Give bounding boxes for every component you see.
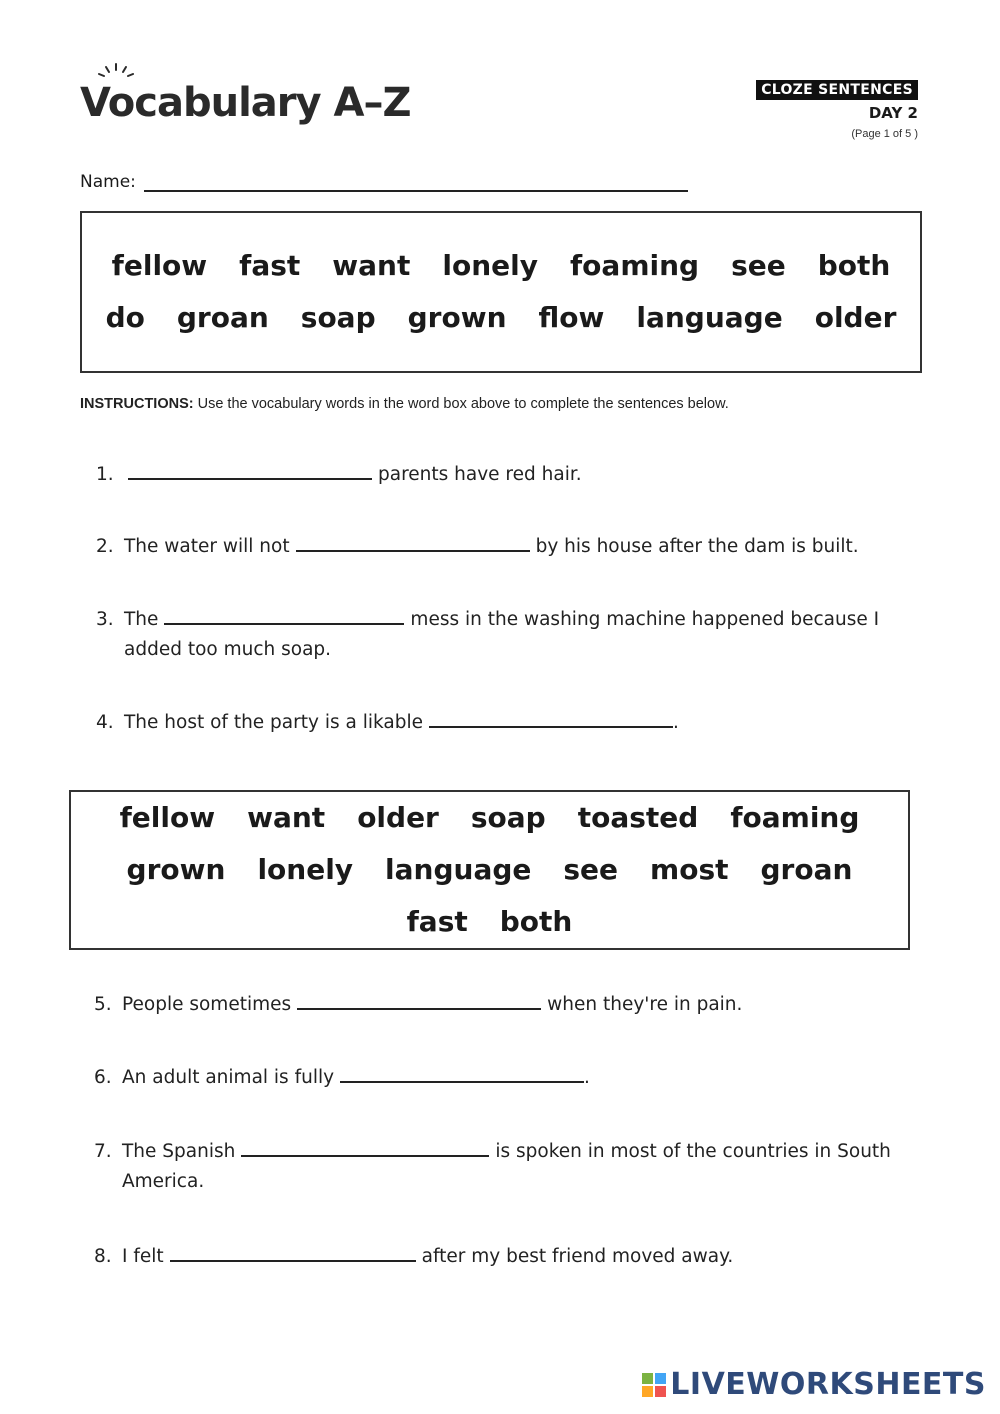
- vocab-word: older: [814, 301, 897, 334]
- question-number: 5.: [94, 994, 112, 1015]
- blank-5[interactable]: [297, 990, 541, 1010]
- blank-2[interactable]: [296, 532, 530, 552]
- blank-1[interactable]: [128, 460, 372, 480]
- blank-3[interactable]: [164, 605, 404, 625]
- vocab-word: fellow: [119, 801, 216, 834]
- vocab-word: language: [636, 301, 783, 334]
- vocab-word: groan: [176, 301, 269, 334]
- question-number: 8.: [94, 1246, 112, 1267]
- instructions: [80, 396, 729, 412]
- vocab-word: fast: [406, 905, 468, 938]
- vocab-word: want: [247, 801, 326, 834]
- vocab-word: both: [817, 249, 891, 282]
- question-number: 3.: [96, 609, 114, 630]
- sun-rays-icon: [96, 62, 136, 82]
- word-box-1: [80, 211, 922, 373]
- question-text-after: is spoken in most of the countries in South America.: [122, 1141, 891, 1192]
- vocab-word: fast: [239, 249, 301, 282]
- question-text-after: after my best friend moved away.: [421, 1246, 734, 1267]
- vocab-word: grown: [407, 301, 507, 334]
- question-number: 7.: [94, 1141, 112, 1162]
- logo-vocabulary-az: Vocabulary A–Z: [80, 80, 411, 126]
- question-text-after: by his house after the dam is built.: [535, 536, 859, 557]
- question-3: [96, 605, 906, 665]
- question-number: 2.: [96, 536, 114, 557]
- question-text-before: The water will not: [124, 536, 290, 557]
- logo-square-orange: [642, 1386, 653, 1397]
- vocab-word: foaming: [570, 249, 700, 282]
- blank-6[interactable]: [340, 1063, 584, 1083]
- question-text-before: The host of the party is a likable: [124, 712, 423, 733]
- vocab-word: flow: [538, 301, 605, 334]
- name-field[interactable]: [144, 172, 688, 192]
- liveworksheets-logo-icon: [642, 1373, 666, 1397]
- vocab-word: see: [731, 249, 786, 282]
- page-indicator: (Page 1 of 5 ): [851, 128, 918, 140]
- question-7: [94, 1137, 919, 1197]
- question-5: [94, 990, 914, 1020]
- logo-square-red: [655, 1386, 666, 1397]
- header-badge-group: [756, 80, 918, 140]
- instructions-text: Use the vocabulary words in the word box above to complete the sentences below.: [193, 396, 729, 412]
- vocab-word: want: [332, 249, 411, 282]
- logo-square-green: [642, 1373, 653, 1384]
- logo-square-blue: [655, 1373, 666, 1384]
- vocab-word: soap: [300, 301, 376, 334]
- vocab-word: most: [650, 853, 729, 886]
- vocab-word: both: [499, 905, 573, 938]
- name-row: [80, 172, 688, 192]
- vocab-word: see: [563, 853, 619, 886]
- question-text-before: The: [124, 609, 159, 630]
- name-label: Name:: [80, 172, 136, 192]
- question-text-after: .: [672, 712, 679, 733]
- instructions-label: INSTRUCTIONS:: [80, 396, 194, 412]
- vocab-word: older: [357, 801, 439, 834]
- question-text-after: parents have red hair.: [378, 464, 582, 485]
- cloze-sentences-badge: CLOZE SENTENCES: [756, 80, 918, 100]
- question-1: [96, 460, 916, 490]
- question-8: [94, 1242, 914, 1272]
- question-text-before: People sometimes: [122, 994, 292, 1015]
- word-box-2: [69, 790, 910, 950]
- question-text-before: An adult animal is fully: [122, 1067, 335, 1088]
- question-number: 4.: [96, 712, 114, 733]
- question-number: 1.: [96, 464, 114, 485]
- vocab-word: language: [385, 853, 532, 886]
- question-4: [96, 708, 916, 738]
- blank-7[interactable]: [241, 1137, 489, 1157]
- question-text-after: mess in the washing machine happened because I added too much soap.: [124, 609, 880, 660]
- question-text-before: The Spanish: [122, 1141, 236, 1162]
- vocab-word: do: [105, 301, 145, 334]
- question-number: 6.: [94, 1067, 112, 1088]
- blank-8[interactable]: [170, 1242, 416, 1262]
- day-label: DAY 2: [868, 104, 918, 122]
- watermark-text: LIVEWORKSHEETS: [670, 1367, 986, 1402]
- vocab-word: toasted: [577, 801, 699, 834]
- question-6: [94, 1063, 914, 1093]
- question-text-after: .: [584, 1067, 590, 1088]
- question-2: [96, 532, 916, 562]
- question-text-before: I felt: [122, 1246, 164, 1267]
- vocab-word: lonely: [442, 249, 538, 282]
- vocab-word: soap: [470, 801, 546, 834]
- liveworksheets-watermark: [642, 1367, 986, 1402]
- question-text-after: when they're in pain.: [547, 994, 743, 1015]
- vocab-word: grown: [126, 853, 226, 886]
- vocab-word: groan: [760, 853, 853, 886]
- vocab-word: fellow: [111, 249, 208, 282]
- vocab-word: foaming: [730, 801, 860, 834]
- blank-4[interactable]: [429, 708, 673, 728]
- vocab-word: lonely: [257, 853, 354, 886]
